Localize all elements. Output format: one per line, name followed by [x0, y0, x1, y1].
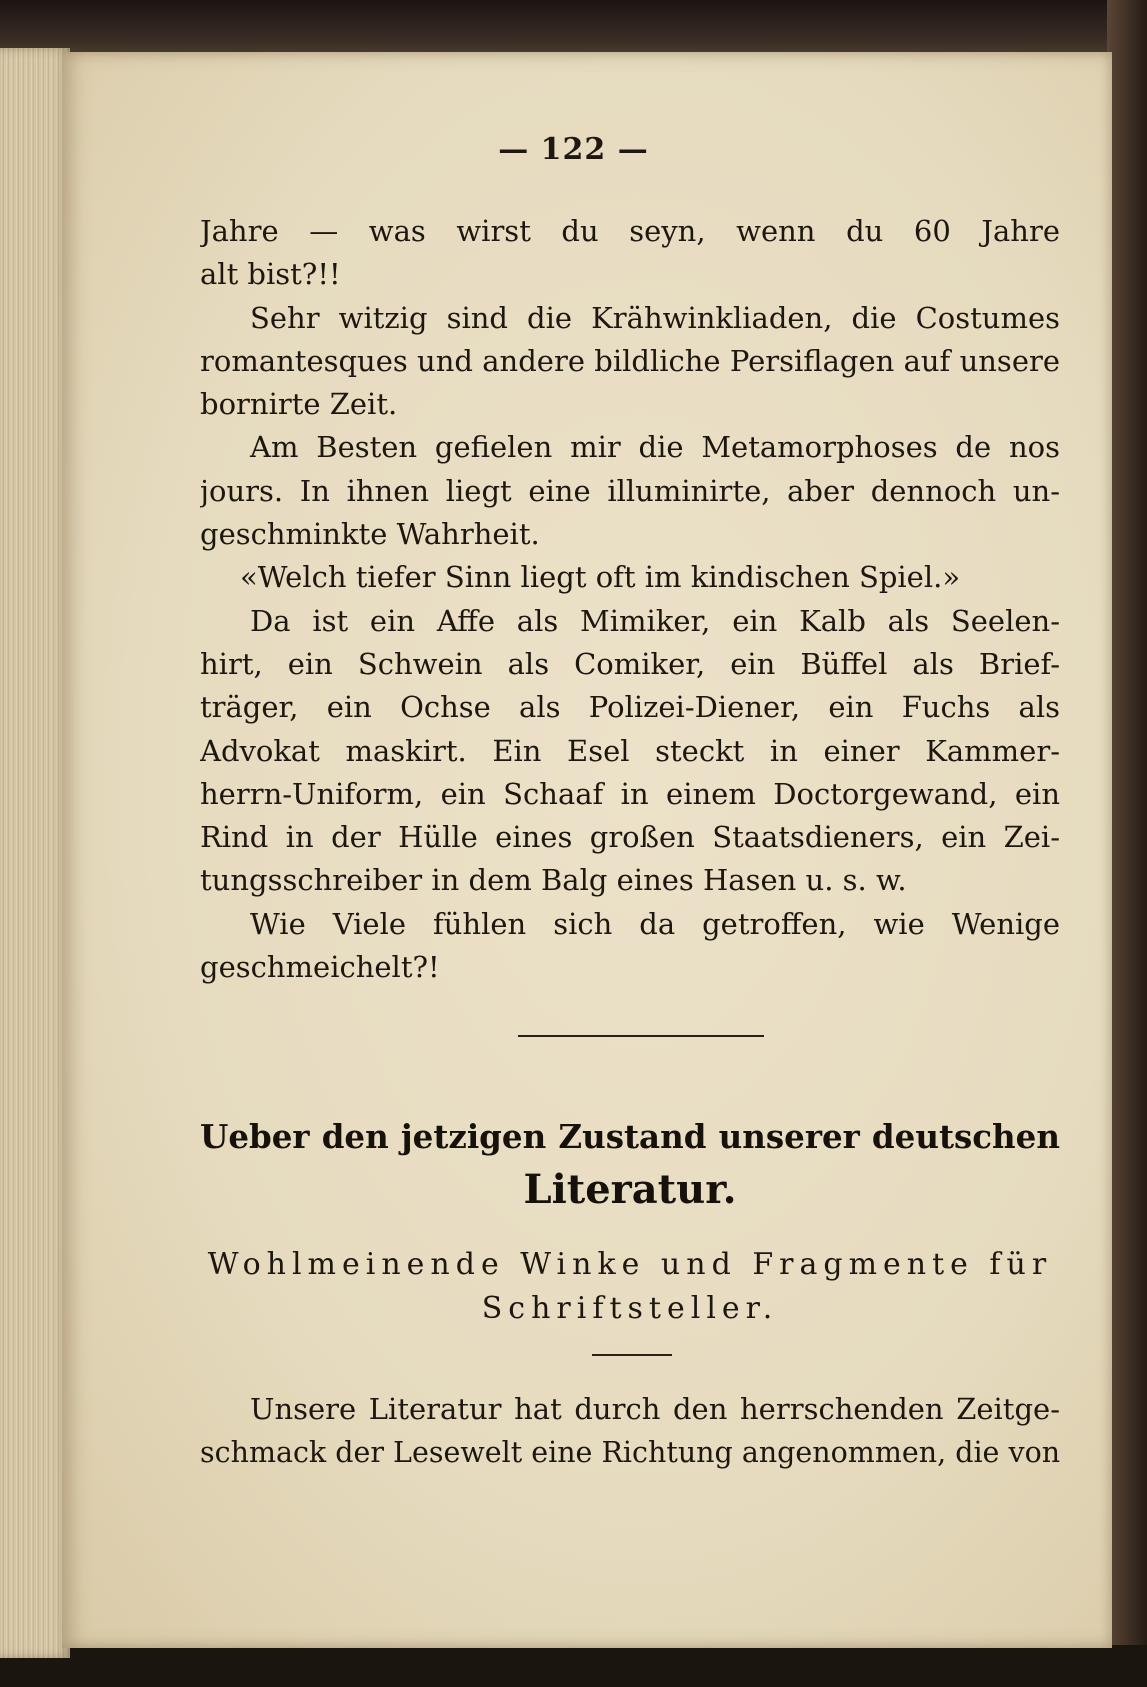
quote-line: «Welch tiefer Sinn liegt oft im kindischen Spiel.»	[240, 560, 961, 595]
text-line: jours. In ihnen liegt eine illuminirte, aber dennoch un-	[200, 473, 1060, 508]
text-line: Wie Viele fühlen sich da getroffen, wie Wenige	[250, 906, 1060, 941]
text-line: herrn-Uniform, ein Schaaf in einem Doctorgewand, ein	[200, 776, 1060, 811]
section-1-body	[200, 210, 1060, 989]
section-title: Literatur.	[523, 1166, 737, 1213]
text-line: Am Besten gefielen mir die Metamorphoses de nos	[250, 430, 1060, 465]
section-divider	[518, 1035, 764, 1037]
subtitle-divider	[592, 1354, 672, 1356]
text-line: träger, ein Ochse als Polizei-Diener, ein Fuchs als	[200, 690, 1060, 725]
text-line: Unsere Literatur hat durch den herrschenden Zeitge-	[250, 1392, 1060, 1426]
text-line: Rind in der Hülle eines großen Staatsdieners, ein Zei-	[200, 820, 1060, 855]
page-edges	[0, 48, 70, 1658]
text-line: geschminkte Wahrheit.	[200, 517, 540, 552]
text-line: alt bist?!!	[200, 257, 341, 292]
text-line: Da ist ein Affe als Mimiker, ein Kalb als Seelen-	[250, 603, 1060, 638]
text-line: bornirte Zeit.	[200, 387, 398, 422]
section-subtitle: Wohlmeinende Winke und Fragmente für	[207, 1247, 1053, 1282]
section-subtitle: Schriftsteller.	[481, 1291, 779, 1326]
section-title: Ueber den jetzigen Zustand unserer deutschen	[200, 1117, 1060, 1156]
book-cover-right	[1107, 0, 1147, 1687]
text-line: hirt, ein Schwein als Comiker, ein Büffel als Brief-	[200, 646, 1060, 681]
text-line: schmack der Lesewelt eine Richtung angenommen, die von	[200, 1436, 1060, 1469]
page-number: — 122 —	[498, 132, 649, 167]
text-line: tungsschreiber in dem Balg eines Hasen u. s. w.	[200, 863, 907, 898]
text-line: Jahre — was wirst du seyn, wenn du 60 Jahre	[200, 214, 1060, 248]
book-cover-bottom	[0, 1645, 1147, 1687]
text-line: geschmeichelt?!	[200, 950, 440, 985]
text-line: Sehr witzig sind die Krähwinkliaden, die Costumes	[250, 300, 1060, 335]
section-2-body	[200, 1387, 1060, 1475]
text-line: Advokat maskirt. Ein Esel steckt in einer Kammer-	[200, 733, 1060, 768]
text-line: romantesques und andere bildliche Persiflagen auf unsere	[200, 343, 1060, 378]
